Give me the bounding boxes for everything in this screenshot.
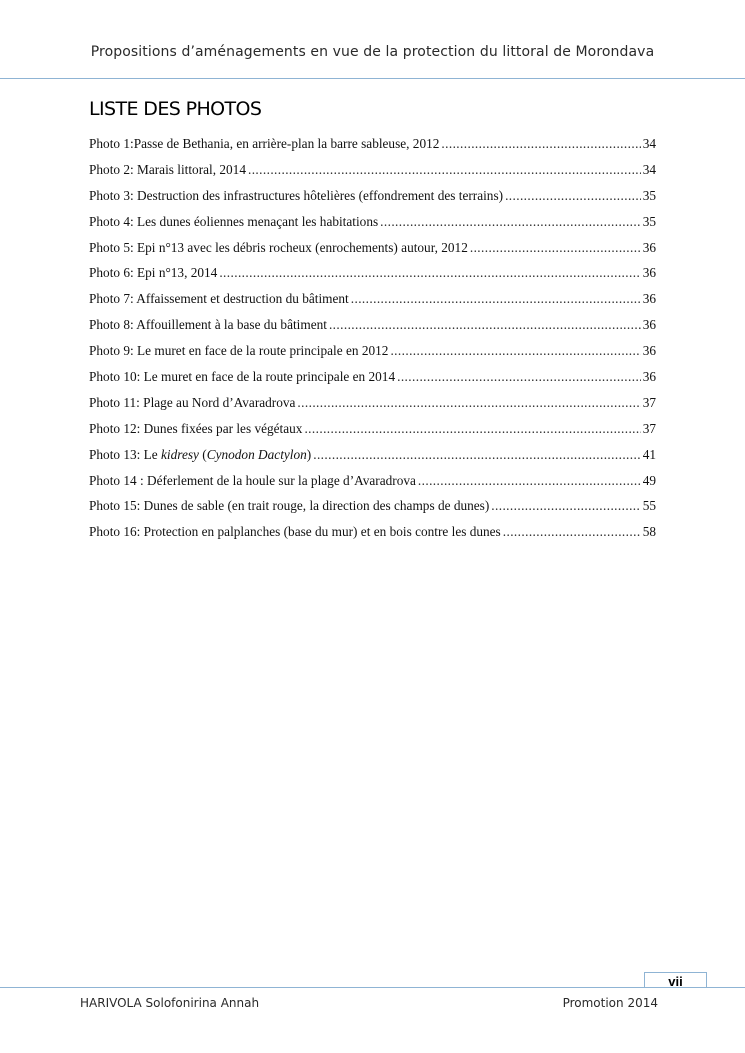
dot-leader [418,473,641,489]
toc-entry-page: 37 [642,420,656,436]
footer-rule [0,987,745,988]
toc-entry[interactable] [89,240,656,266]
toc-entry-text-mid: ( [198,446,207,462]
toc-entry[interactable] [89,162,656,188]
dot-leader [219,265,640,281]
toc-entry[interactable] [89,421,656,447]
toc-entry-text: Photo 1:Passe de Bethania, en arrière-plan la barre sableuse, 2012 [89,136,440,151]
toc-entry-text: Photo 3: Destruction des infrastructures hôtelières (effondrement des terrains) [89,187,504,203]
dot-leader [441,136,640,152]
toc-entry-page: 58 [642,524,656,540]
toc-entry[interactable] [89,524,656,550]
header-rule [0,78,745,79]
toc-entry[interactable] [89,369,656,395]
dot-leader [329,317,641,333]
dot-leader [304,421,640,437]
toc-entry-page: 36 [642,317,656,333]
toc-entry-text: Photo 5: Epi n°13 avec les débris rocheux (enrochements) autour, 2012 [89,239,468,255]
photo-list [89,136,656,550]
toc-entry-text-suffix: ) [306,446,312,462]
toc-entry[interactable] [89,473,656,499]
toc-entry[interactable] [89,395,656,421]
dot-leader [351,291,641,307]
dot-leader [313,447,640,463]
toc-entry-text: Photo 2: Marais littoral, 2014 [89,161,246,177]
toc-entry-text: Photo 12: Dunes fixées par les végétaux [89,420,303,436]
toc-entry[interactable] [89,291,656,317]
toc-entry-text-prefix: Photo 13: Le [89,446,162,462]
toc-entry-text: Photo 6: Epi n°13, 2014 [89,265,218,281]
toc-entry-italic-scientific-name: Cynodon Dactylon [206,446,307,462]
toc-entry-page: 36 [642,291,656,307]
toc-entry-text: Photo 15: Dunes de sable (en trait rouge, la direction des champs de dunes) [89,498,490,514]
toc-entry-page: 36 [642,343,656,359]
toc-entry-text: Photo 9: Le muret en face de la route principale en 2012 [89,343,389,359]
toc-entry-page: 36 [642,239,656,255]
toc-entry[interactable] [89,343,656,369]
toc-entry-page: 35 [642,213,656,229]
toc-entry-text: Photo 4: Les dunes éoliennes menaçant les habitations [89,213,379,229]
toc-entry-text [89,447,311,463]
dot-leader [470,240,641,256]
toc-entry-text: Photo 16: Protection en palplanches (base du mur) et en bois contre les dunes [89,524,501,540]
toc-entry[interactable] [89,317,656,343]
dot-leader [380,214,641,230]
footer-author: HARIVOLA Solofonirina Annah [80,996,260,1010]
toc-entry[interactable] [89,447,656,473]
toc-entry-page: 34 [642,161,656,177]
dot-leader [390,343,640,359]
dot-leader [505,188,641,204]
toc-entry-page: 41 [642,446,656,462]
section-title: LISTE DES PHOTOS [89,98,262,120]
toc-entry-text: Photo 7: Affaissement et destruction du bâtiment [89,291,349,307]
toc-entry-page: 36 [642,265,656,281]
toc-entry-page: 49 [642,472,656,488]
page-number: vii [644,972,707,988]
toc-entry-page: 55 [642,498,656,514]
toc-entry[interactable] [89,265,656,291]
toc-entry-text: Photo 11: Plage au Nord d’Avaradrova [89,394,296,410]
toc-entry-page: 35 [642,187,656,203]
toc-entry-page: 36 [642,369,656,385]
dot-leader [397,369,641,385]
footer-promotion: Promotion 2014 [562,996,658,1010]
toc-entry[interactable] [89,214,656,240]
toc-entry-text: Photo 10: Le muret en face de la route principale en 2014 [89,369,396,385]
dot-leader [491,498,640,514]
toc-entry-page: 37 [642,394,656,410]
toc-entry[interactable] [89,498,656,524]
toc-entry[interactable] [89,136,656,162]
toc-entry-page: 34 [642,136,656,151]
dot-leader [503,524,641,540]
dot-leader [248,162,641,178]
toc-entry-text: Photo 8: Affouillement à la base du bâtiment [89,317,327,333]
running-header: Propositions d’aménagements en vue de la protection du littoral de Morondava [90,44,655,60]
toc-entry[interactable] [89,188,656,214]
toc-entry-italic-local-name: kidresy [161,446,199,462]
toc-entry-text: Photo 14 : Déferlement de la houle sur la plage d’Avaradrova [89,472,416,488]
dot-leader [297,395,640,411]
